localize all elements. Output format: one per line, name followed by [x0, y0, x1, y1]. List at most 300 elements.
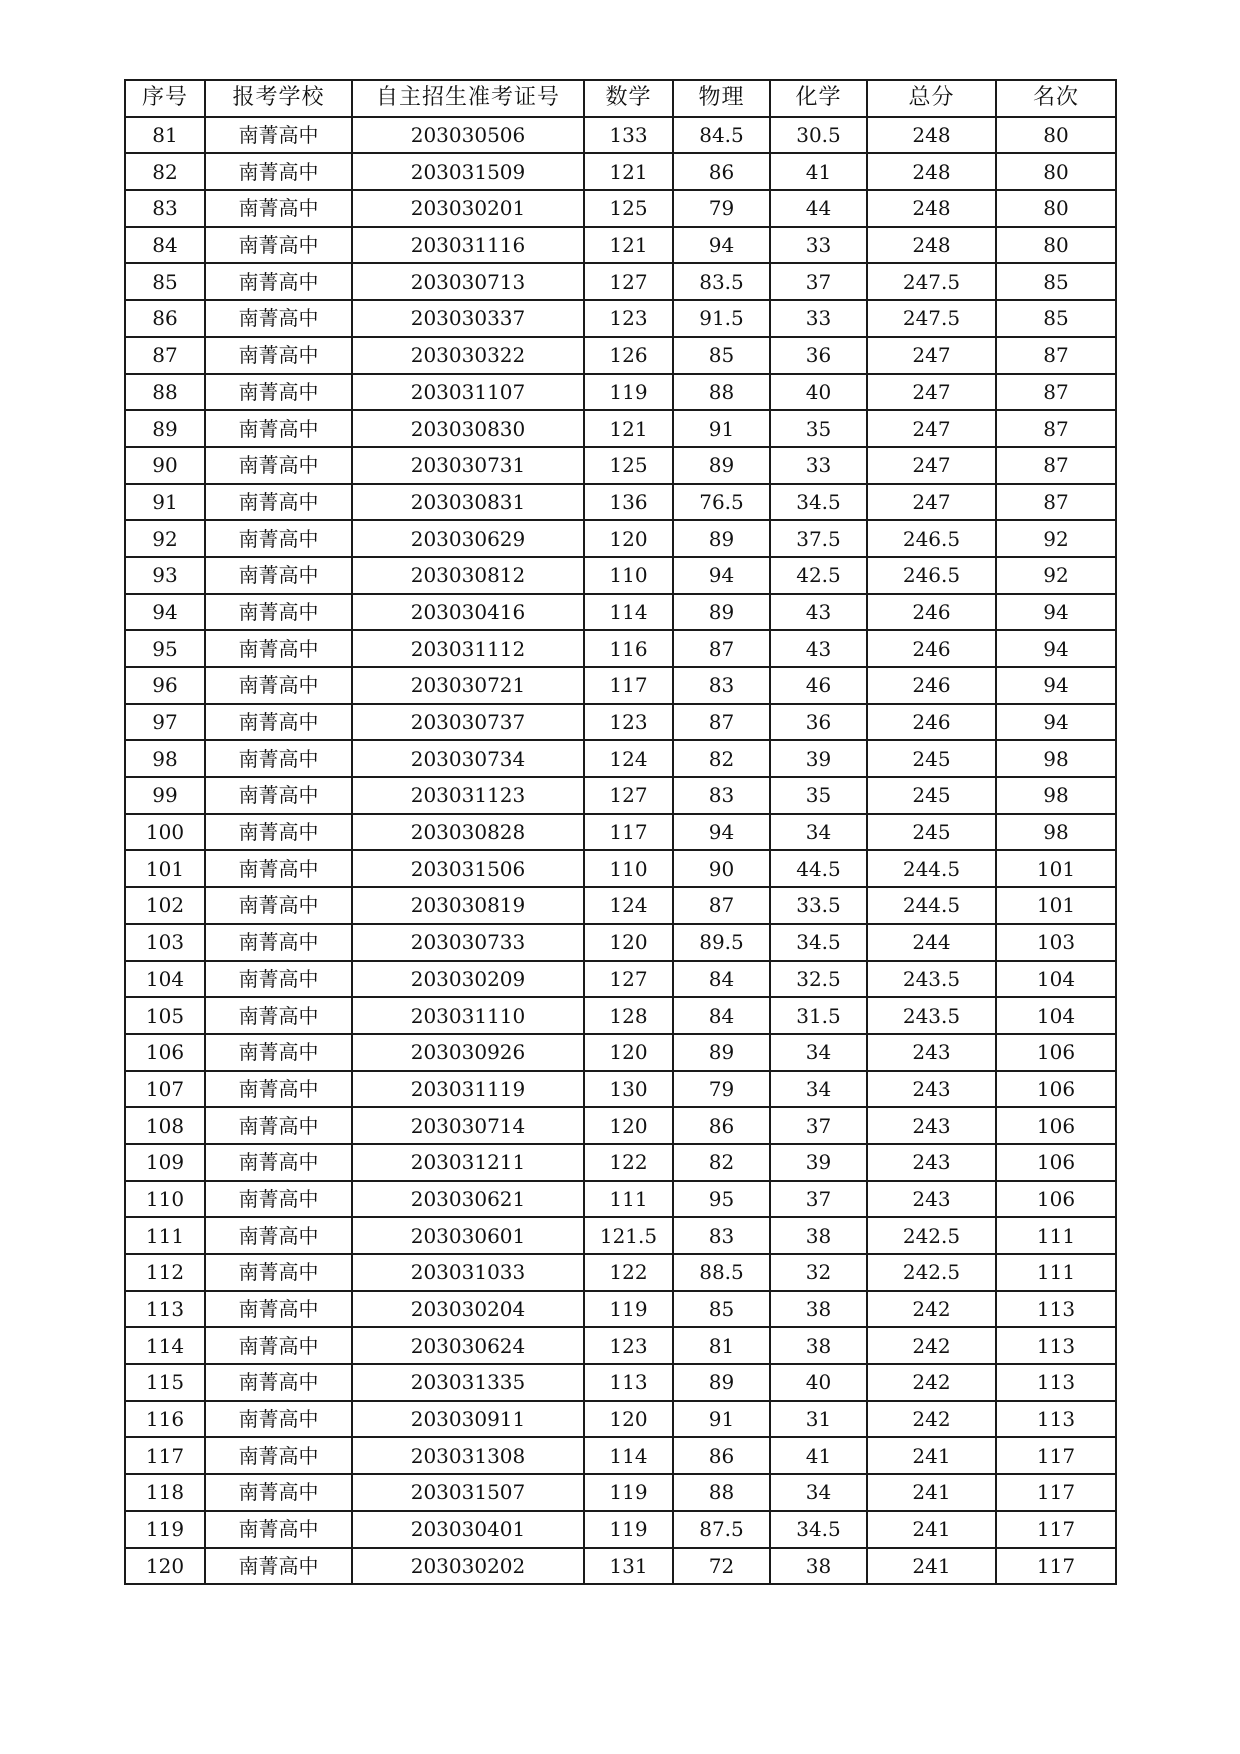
cell-chemistry: 34	[770, 1071, 867, 1108]
table-row	[125, 337, 1116, 374]
cell-rank: 104	[996, 961, 1116, 998]
cell-serial: 114	[125, 1327, 205, 1364]
cell-total: 241	[867, 1548, 996, 1585]
cell-total: 246.5	[867, 557, 996, 594]
cell-exam-id: 203030828	[352, 814, 584, 851]
cell-rank: 87	[996, 410, 1116, 447]
cell-total: 243	[867, 1107, 996, 1144]
cell-school: 南菁高中	[205, 1474, 352, 1511]
cell-physics: 83	[673, 667, 770, 704]
cell-exam-id: 203031509	[352, 153, 584, 190]
cell-physics: 94	[673, 227, 770, 264]
cell-math: 110	[584, 557, 673, 594]
cell-physics: 84	[673, 961, 770, 998]
cell-math: 125	[584, 190, 673, 227]
table-row	[125, 1107, 1116, 1144]
cell-rank: 98	[996, 777, 1116, 814]
cell-rank: 94	[996, 667, 1116, 704]
cell-chemistry: 31.5	[770, 997, 867, 1034]
cell-school: 南菁高中	[205, 740, 352, 777]
cell-serial: 111	[125, 1217, 205, 1254]
cell-math: 113	[584, 1364, 673, 1401]
score-sheet	[124, 79, 1115, 1585]
cell-rank: 80	[996, 227, 1116, 264]
table-row	[125, 997, 1116, 1034]
cell-exam-id: 203031308	[352, 1437, 584, 1474]
cell-physics: 94	[673, 814, 770, 851]
table-header-row	[125, 80, 1116, 117]
cell-exam-id: 203030204	[352, 1291, 584, 1328]
table-row	[125, 630, 1116, 667]
cell-serial: 102	[125, 887, 205, 924]
cell-math: 127	[584, 777, 673, 814]
cell-serial: 110	[125, 1181, 205, 1218]
cell-chemistry: 36	[770, 704, 867, 741]
cell-exam-id: 203030322	[352, 337, 584, 374]
table-row	[125, 263, 1116, 300]
cell-total: 247.5	[867, 263, 996, 300]
cell-school: 南菁高中	[205, 1291, 352, 1328]
cell-total: 248	[867, 227, 996, 264]
cell-chemistry: 41	[770, 153, 867, 190]
cell-math: 127	[584, 263, 673, 300]
cell-chemistry: 43	[770, 594, 867, 631]
cell-chemistry: 37	[770, 1181, 867, 1218]
cell-total: 245	[867, 740, 996, 777]
cell-rank: 87	[996, 484, 1116, 521]
cell-school: 南菁高中	[205, 887, 352, 924]
cell-rank: 113	[996, 1327, 1116, 1364]
cell-rank: 104	[996, 997, 1116, 1034]
cell-math: 120	[584, 1034, 673, 1071]
cell-serial: 86	[125, 300, 205, 337]
cell-total: 243	[867, 1034, 996, 1071]
cell-total: 247	[867, 337, 996, 374]
cell-rank: 80	[996, 117, 1116, 154]
cell-chemistry: 34	[770, 1034, 867, 1071]
table-row	[125, 924, 1116, 961]
cell-physics: 89	[673, 1364, 770, 1401]
cell-total: 241	[867, 1437, 996, 1474]
cell-school: 南菁高中	[205, 153, 352, 190]
cell-total: 247	[867, 410, 996, 447]
cell-math: 119	[584, 1291, 673, 1328]
cell-serial: 120	[125, 1548, 205, 1585]
cell-chemistry: 32.5	[770, 961, 867, 998]
cell-physics: 95	[673, 1181, 770, 1218]
cell-school: 南菁高中	[205, 594, 352, 631]
cell-rank: 117	[996, 1511, 1116, 1548]
cell-exam-id: 203031507	[352, 1474, 584, 1511]
cell-physics: 87	[673, 704, 770, 741]
cell-total: 246	[867, 594, 996, 631]
cell-serial: 99	[125, 777, 205, 814]
cell-physics: 86	[673, 153, 770, 190]
cell-chemistry: 35	[770, 410, 867, 447]
cell-physics: 89	[673, 1034, 770, 1071]
cell-rank: 106	[996, 1034, 1116, 1071]
cell-physics: 83.5	[673, 263, 770, 300]
cell-chemistry: 44.5	[770, 850, 867, 887]
cell-serial: 84	[125, 227, 205, 264]
table-row	[125, 1291, 1116, 1328]
cell-exam-id: 203031107	[352, 374, 584, 411]
cell-physics: 91.5	[673, 300, 770, 337]
cell-rank: 94	[996, 704, 1116, 741]
cell-rank: 103	[996, 924, 1116, 961]
cell-math: 120	[584, 1107, 673, 1144]
cell-physics: 91	[673, 410, 770, 447]
cell-total: 245	[867, 814, 996, 851]
cell-exam-id: 203030926	[352, 1034, 584, 1071]
cell-chemistry: 39	[770, 740, 867, 777]
cell-rank: 92	[996, 520, 1116, 557]
cell-exam-id: 203031211	[352, 1144, 584, 1181]
cell-exam-id: 203031116	[352, 227, 584, 264]
cell-school: 南菁高中	[205, 1511, 352, 1548]
cell-exam-id: 203030713	[352, 263, 584, 300]
cell-math: 120	[584, 1401, 673, 1438]
table-row	[125, 1217, 1116, 1254]
cell-serial: 88	[125, 374, 205, 411]
cell-exam-id: 203030714	[352, 1107, 584, 1144]
cell-physics: 79	[673, 190, 770, 227]
cell-school: 南菁高中	[205, 1071, 352, 1108]
cell-serial: 94	[125, 594, 205, 631]
cell-total: 242	[867, 1364, 996, 1401]
cell-math: 128	[584, 997, 673, 1034]
cell-rank: 101	[996, 887, 1116, 924]
table-row	[125, 153, 1116, 190]
table-row	[125, 814, 1116, 851]
cell-chemistry: 43	[770, 630, 867, 667]
cell-total: 246	[867, 704, 996, 741]
table-row	[125, 1511, 1116, 1548]
cell-math: 121	[584, 410, 673, 447]
cell-school: 南菁高中	[205, 557, 352, 594]
cell-school: 南菁高中	[205, 190, 352, 227]
cell-math: 121	[584, 153, 673, 190]
cell-rank: 106	[996, 1144, 1116, 1181]
header-physics: 物理	[673, 80, 770, 117]
table-row	[125, 1401, 1116, 1438]
cell-rank: 98	[996, 814, 1116, 851]
cell-serial: 90	[125, 447, 205, 484]
cell-physics: 79	[673, 1071, 770, 1108]
cell-chemistry: 37.5	[770, 520, 867, 557]
cell-math: 130	[584, 1071, 673, 1108]
cell-chemistry: 33	[770, 227, 867, 264]
cell-rank: 106	[996, 1107, 1116, 1144]
cell-chemistry: 34.5	[770, 1511, 867, 1548]
cell-total: 242.5	[867, 1217, 996, 1254]
cell-serial: 103	[125, 924, 205, 961]
cell-physics: 88.5	[673, 1254, 770, 1291]
cell-total: 244	[867, 924, 996, 961]
cell-physics: 86	[673, 1107, 770, 1144]
cell-chemistry: 33.5	[770, 887, 867, 924]
cell-exam-id: 203030621	[352, 1181, 584, 1218]
cell-school: 南菁高中	[205, 961, 352, 998]
cell-chemistry: 41	[770, 1437, 867, 1474]
cell-math: 114	[584, 1437, 673, 1474]
cell-chemistry: 40	[770, 1364, 867, 1401]
cell-school: 南菁高中	[205, 117, 352, 154]
cell-exam-id: 203030629	[352, 520, 584, 557]
cell-serial: 101	[125, 850, 205, 887]
cell-rank: 94	[996, 630, 1116, 667]
cell-exam-id: 203031033	[352, 1254, 584, 1291]
cell-chemistry: 37	[770, 263, 867, 300]
cell-exam-id: 203030202	[352, 1548, 584, 1585]
cell-exam-id: 203030737	[352, 704, 584, 741]
cell-school: 南菁高中	[205, 1327, 352, 1364]
cell-physics: 83	[673, 777, 770, 814]
cell-school: 南菁高中	[205, 1181, 352, 1218]
cell-chemistry: 30.5	[770, 117, 867, 154]
cell-physics: 87	[673, 887, 770, 924]
cell-math: 117	[584, 814, 673, 851]
cell-rank: 113	[996, 1364, 1116, 1401]
cell-school: 南菁高中	[205, 1437, 352, 1474]
cell-chemistry: 42.5	[770, 557, 867, 594]
cell-total: 244.5	[867, 850, 996, 887]
cell-exam-id: 203030401	[352, 1511, 584, 1548]
cell-serial: 82	[125, 153, 205, 190]
table-row	[125, 190, 1116, 227]
cell-math: 122	[584, 1144, 673, 1181]
cell-math: 121.5	[584, 1217, 673, 1254]
cell-school: 南菁高中	[205, 630, 352, 667]
cell-rank: 111	[996, 1254, 1116, 1291]
cell-math: 120	[584, 520, 673, 557]
cell-total: 241	[867, 1474, 996, 1511]
cell-exam-id: 203030721	[352, 667, 584, 704]
cell-chemistry: 36	[770, 337, 867, 374]
cell-serial: 83	[125, 190, 205, 227]
cell-chemistry: 38	[770, 1327, 867, 1364]
cell-chemistry: 38	[770, 1548, 867, 1585]
cell-exam-id: 203030819	[352, 887, 584, 924]
header-rank: 名次	[996, 80, 1116, 117]
cell-school: 南菁高中	[205, 667, 352, 704]
cell-rank: 101	[996, 850, 1116, 887]
cell-math: 131	[584, 1548, 673, 1585]
cell-physics: 81	[673, 1327, 770, 1364]
table-row	[125, 1254, 1116, 1291]
cell-rank: 92	[996, 557, 1116, 594]
cell-math: 119	[584, 1474, 673, 1511]
cell-physics: 84.5	[673, 117, 770, 154]
table-row	[125, 447, 1116, 484]
cell-serial: 91	[125, 484, 205, 521]
cell-exam-id: 203031335	[352, 1364, 584, 1401]
table-row	[125, 704, 1116, 741]
cell-rank: 106	[996, 1071, 1116, 1108]
cell-chemistry: 38	[770, 1217, 867, 1254]
cell-math: 119	[584, 374, 673, 411]
cell-serial: 106	[125, 1034, 205, 1071]
cell-rank: 111	[996, 1217, 1116, 1254]
cell-school: 南菁高中	[205, 1217, 352, 1254]
table-row	[125, 1181, 1116, 1218]
cell-total: 247	[867, 447, 996, 484]
cell-serial: 113	[125, 1291, 205, 1328]
cell-physics: 85	[673, 337, 770, 374]
header-school: 报考学校	[205, 80, 352, 117]
cell-math: 116	[584, 630, 673, 667]
cell-school: 南菁高中	[205, 777, 352, 814]
cell-chemistry: 34.5	[770, 484, 867, 521]
cell-math: 123	[584, 300, 673, 337]
table-row	[125, 1474, 1116, 1511]
cell-serial: 95	[125, 630, 205, 667]
cell-total: 242	[867, 1327, 996, 1364]
table-row	[125, 484, 1116, 521]
cell-physics: 87.5	[673, 1511, 770, 1548]
table-row	[125, 1364, 1116, 1401]
cell-school: 南菁高中	[205, 263, 352, 300]
cell-physics: 89	[673, 520, 770, 557]
cell-exam-id: 203030831	[352, 484, 584, 521]
cell-math: 114	[584, 594, 673, 631]
cell-physics: 89	[673, 447, 770, 484]
table-row	[125, 117, 1116, 154]
cell-school: 南菁高中	[205, 337, 352, 374]
cell-math: 120	[584, 924, 673, 961]
cell-total: 241	[867, 1511, 996, 1548]
cell-chemistry: 34.5	[770, 924, 867, 961]
table-row	[125, 1144, 1116, 1181]
header-serial: 序号	[125, 80, 205, 117]
cell-chemistry: 33	[770, 447, 867, 484]
cell-total: 243.5	[867, 961, 996, 998]
cell-school: 南菁高中	[205, 997, 352, 1034]
cell-exam-id: 203030624	[352, 1327, 584, 1364]
cell-physics: 89	[673, 594, 770, 631]
cell-exam-id: 203030506	[352, 117, 584, 154]
cell-total: 242	[867, 1401, 996, 1438]
cell-serial: 87	[125, 337, 205, 374]
cell-exam-id: 203031119	[352, 1071, 584, 1108]
cell-school: 南菁高中	[205, 924, 352, 961]
cell-serial: 119	[125, 1511, 205, 1548]
table-row	[125, 1071, 1116, 1108]
table-row	[125, 961, 1116, 998]
cell-serial: 116	[125, 1401, 205, 1438]
table-row	[125, 520, 1116, 557]
table-body	[125, 117, 1116, 1585]
cell-serial: 100	[125, 814, 205, 851]
cell-rank: 87	[996, 374, 1116, 411]
cell-math: 125	[584, 447, 673, 484]
cell-rank: 117	[996, 1437, 1116, 1474]
cell-math: 111	[584, 1181, 673, 1218]
cell-school: 南菁高中	[205, 1364, 352, 1401]
cell-math: 136	[584, 484, 673, 521]
table-row	[125, 777, 1116, 814]
cell-total: 243	[867, 1071, 996, 1108]
cell-physics: 91	[673, 1401, 770, 1438]
cell-chemistry: 32	[770, 1254, 867, 1291]
cell-math: 127	[584, 961, 673, 998]
cell-exam-id: 203031123	[352, 777, 584, 814]
cell-rank: 85	[996, 263, 1116, 300]
table-row	[125, 1034, 1116, 1071]
score-table	[124, 79, 1117, 1585]
cell-total: 248	[867, 153, 996, 190]
cell-chemistry: 33	[770, 300, 867, 337]
cell-chemistry: 44	[770, 190, 867, 227]
cell-serial: 98	[125, 740, 205, 777]
cell-physics: 85	[673, 1291, 770, 1328]
cell-math: 133	[584, 117, 673, 154]
cell-math: 122	[584, 1254, 673, 1291]
cell-serial: 112	[125, 1254, 205, 1291]
table-row	[125, 1437, 1116, 1474]
table-row	[125, 1327, 1116, 1364]
cell-chemistry: 39	[770, 1144, 867, 1181]
cell-rank: 85	[996, 300, 1116, 337]
cell-serial: 107	[125, 1071, 205, 1108]
cell-physics: 82	[673, 1144, 770, 1181]
cell-school: 南菁高中	[205, 704, 352, 741]
cell-school: 南菁高中	[205, 1401, 352, 1438]
header-chemistry: 化学	[770, 80, 867, 117]
cell-serial: 93	[125, 557, 205, 594]
cell-school: 南菁高中	[205, 520, 352, 557]
cell-total: 245	[867, 777, 996, 814]
cell-exam-id: 203031110	[352, 997, 584, 1034]
cell-serial: 96	[125, 667, 205, 704]
cell-exam-id: 203030201	[352, 190, 584, 227]
cell-chemistry: 46	[770, 667, 867, 704]
cell-rank: 113	[996, 1291, 1116, 1328]
cell-exam-id: 203030734	[352, 740, 584, 777]
cell-exam-id: 203030911	[352, 1401, 584, 1438]
cell-serial: 97	[125, 704, 205, 741]
cell-school: 南菁高中	[205, 1254, 352, 1291]
table-row	[125, 667, 1116, 704]
cell-school: 南菁高中	[205, 300, 352, 337]
cell-school: 南菁高中	[205, 227, 352, 264]
cell-math: 123	[584, 704, 673, 741]
header-total: 总分	[867, 80, 996, 117]
cell-chemistry: 34	[770, 814, 867, 851]
cell-physics: 94	[673, 557, 770, 594]
cell-serial: 81	[125, 117, 205, 154]
cell-physics: 86	[673, 1437, 770, 1474]
cell-total: 247.5	[867, 300, 996, 337]
cell-math: 126	[584, 337, 673, 374]
cell-total: 246.5	[867, 520, 996, 557]
cell-rank: 80	[996, 190, 1116, 227]
cell-physics: 88	[673, 374, 770, 411]
cell-school: 南菁高中	[205, 1107, 352, 1144]
cell-rank: 94	[996, 594, 1116, 631]
cell-exam-id: 203030601	[352, 1217, 584, 1254]
cell-total: 243	[867, 1144, 996, 1181]
cell-exam-id: 203030731	[352, 447, 584, 484]
cell-exam-id: 203030209	[352, 961, 584, 998]
cell-physics: 89.5	[673, 924, 770, 961]
table-row	[125, 594, 1116, 631]
cell-physics: 87	[673, 630, 770, 667]
cell-math: 119	[584, 1511, 673, 1548]
cell-rank: 87	[996, 447, 1116, 484]
cell-serial: 89	[125, 410, 205, 447]
cell-physics: 88	[673, 1474, 770, 1511]
